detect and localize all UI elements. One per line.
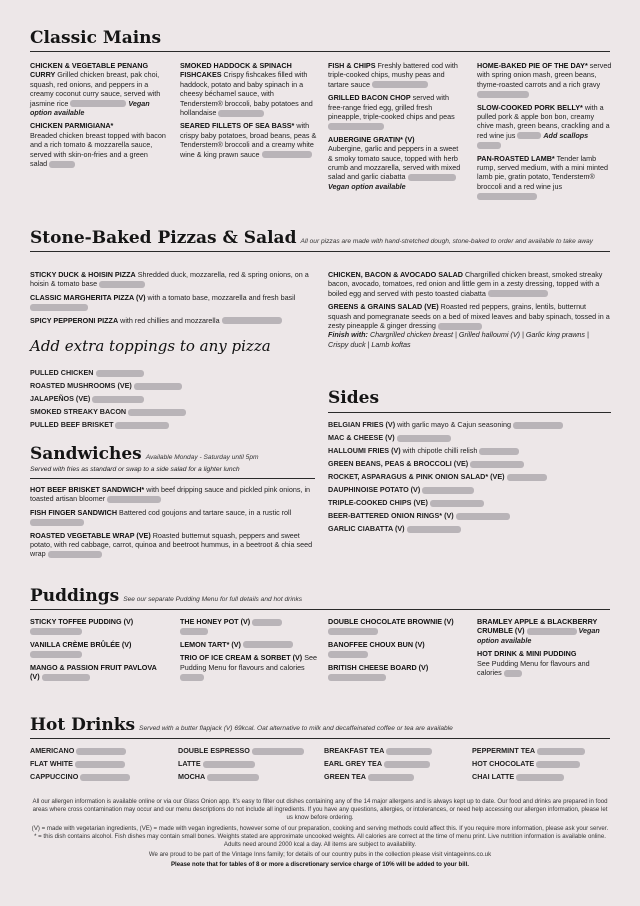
drinks-col-4 (472, 744, 612, 783)
redacted-price (456, 513, 510, 520)
redacted-price (430, 500, 484, 507)
menu-item (328, 302, 611, 349)
dish-desc: Roasted red peppers, grains, lentils, butternut squash and pomegranate seeds on a bed of mixed leaves and baby spinach, tossed in a zesty pineapple & ginger dressing (328, 302, 610, 331)
menu-item (30, 270, 315, 289)
pizzas-subtitle: All our pizzas are made with hand-stretched dough, stone-baked to order and available to take away (300, 238, 593, 245)
menu-item (477, 61, 612, 99)
redacted-price (222, 317, 282, 324)
side-item: BEER-BATTERED ONION RINGS* (V) (328, 509, 611, 522)
menu-item: BRAMLEY APPLE & BLACKBERRY CRUMBLE (V) Vegan option available (477, 617, 600, 645)
redacted-price (488, 290, 548, 297)
redacted-price (49, 161, 75, 168)
redacted-price (438, 323, 482, 330)
redacted-price (477, 142, 501, 149)
redacted-price (517, 132, 541, 139)
redacted-price (328, 628, 378, 635)
redacted-price (76, 748, 126, 755)
drink-item: FLAT WHITE (30, 757, 170, 770)
pizzas-left (30, 270, 315, 329)
menu-item (30, 61, 167, 117)
classic-mains-rule (30, 51, 610, 52)
dish-name: GREENS & GRAINS SALAD (VE) (328, 302, 439, 312)
classic-mains-col-1 (30, 61, 167, 172)
redacted-price (30, 304, 88, 311)
redacted-price (30, 651, 82, 658)
drinks-col-2 (178, 744, 323, 783)
redacted-price (397, 435, 451, 442)
dish-desc: Tender lamb rump, served medium, with a mini minted lamb pie, gratin potato, Tenderstem® broccoli and a red wine jus (477, 153, 609, 191)
hot-drinks-title-text: Hot Drinks (30, 715, 136, 735)
redacted-price (48, 551, 102, 558)
sides-list (328, 418, 611, 535)
puddings-col-1 (30, 617, 167, 685)
redacted-price (218, 110, 264, 117)
topping-item: PULLED BEEF BRISKET (30, 418, 315, 431)
menu-item: THE HONEY POT (V) (180, 617, 317, 636)
side-item: HALLOUMI FRIES (V) with chipotle chilli relish (328, 444, 611, 457)
redacted-price (42, 674, 90, 681)
redacted-price (536, 761, 580, 768)
menu-item: LEMON TART* (V) (180, 640, 317, 649)
sandwiches-subtitle: Available Monday - Saturday until 5pm (145, 454, 259, 461)
drink-item: PEPPERMINT TEA (472, 744, 612, 757)
redacted-price (328, 123, 384, 130)
menu-item (328, 270, 611, 298)
dish-desc: with crispy baby potatoes, broad beans, peas & Tenderstem® broccoli and a creamy white wine & king prawn sauce (180, 121, 317, 159)
redacted-price (507, 474, 547, 481)
redacted-price (372, 81, 428, 88)
hot-drinks-rule (30, 738, 610, 739)
puddings-col-3 (328, 617, 465, 685)
menu-item (30, 293, 315, 312)
hot-drinks-subtitle: Served with a butter flapjack (V) 69kcal. Oat alternative to milk and decaffeinated coffee or tea are available (139, 725, 453, 732)
menu-item (328, 135, 465, 191)
redacted-price (203, 761, 255, 768)
redacted-price (262, 151, 312, 158)
menu-item: STICKY TOFFEE PUDDING (V) (30, 617, 167, 636)
redacted-price (408, 174, 456, 181)
redacted-price (407, 526, 461, 533)
redacted-price (252, 748, 304, 755)
sides-rule (328, 412, 611, 413)
redacted-price (516, 774, 564, 781)
toppings-list (30, 366, 315, 431)
redacted-price (386, 748, 432, 755)
redacted-price (328, 674, 386, 681)
dietary-note: (V) = made with vegetarian ingredients, (VE) = made with vegan ingredients, however some of our preparation, cooking and serving methods could affect this. If you require more information, please ask your server. * = this dish contains alcohol. Fish dishes may contain small bones. Weights stated are approximate uncooked weights. All calories are correct at the time of menu print. Live nutrition information is available online. Adults need around 2000 kcal a day. All items are subject to availability. (31, 824, 609, 849)
pizzas-title-text: Stone-Baked Pizzas & Salad (30, 228, 297, 248)
puddings-title-text: Puddings (30, 586, 120, 606)
drink-item: CHAI LATTE (472, 770, 612, 783)
menu-item (180, 121, 317, 159)
dish-desc: served with free-range fried egg, grilled fresh pineapple, triple-cooked chips and peas (328, 93, 455, 122)
redacted-price (504, 670, 522, 677)
topping-item: SMOKED STREAKY BACON (30, 405, 315, 418)
dish-name: AUBERGINE GRATIN* (V) (328, 134, 415, 144)
dish-name: GRILLED BACON CHOP (328, 93, 411, 103)
redacted-price (134, 383, 182, 390)
topping-item: JALAPEÑOS (VE) (30, 392, 315, 405)
dish-name: SPICY PEPPERONI PIZZA (30, 315, 119, 325)
dish-desc: Breaded chicken breast topped with bacon and a rich tomato & mozzarella sauce, served with skin-on-fries and a green salad (30, 130, 166, 169)
dish-desc: Crispy fishcakes filled with haddock, potato and baby spinach in a cheesy béchamel sauce, with Tenderstem® broccoli, baby potatoes and hollandaise (180, 70, 313, 118)
dish-name: HOT BEEF BRISKET SANDWICH* (30, 485, 145, 494)
topping-item: PULLED CHICKEN (30, 366, 315, 379)
redacted-price (70, 100, 126, 107)
drink-item: MOCHA (178, 770, 323, 783)
side-item: TRIPLE-COOKED CHIPS (VE) (328, 496, 611, 509)
pizzas-title (30, 228, 593, 252)
dish-name: FISH FINGER SANDWICH (30, 507, 118, 517)
dish-desc: served with spring onion mash, green beans, thyme-roasted carrots and a rich gravy (477, 61, 612, 89)
puddings-col-2 (180, 617, 317, 685)
dish-desc: Aubergine, garlic and peppers in a sweet & smoky tomato sauce, topped with herb crumb and mozzarella, served with mixed salad and garlic ciabatta (328, 144, 461, 182)
side-item: GREEN BEANS, PEAS & BROCCOLI (VE) (328, 457, 611, 470)
redacted-price (75, 761, 125, 768)
hot-drinks-title (30, 715, 453, 739)
dish-desc: with red chillies and mozzarella (120, 315, 220, 325)
redacted-price (30, 519, 84, 526)
dish-desc: with beef dripping sauce and pickled pink onions, in toasted artisan bloomer (30, 485, 311, 504)
dish-name: SLOW-COOKED PORK BELLY* (477, 102, 583, 112)
veg-option: Vegan option available (30, 98, 150, 118)
redacted-price (180, 674, 204, 681)
redacted-price (477, 193, 537, 200)
add-option: Add scallops (543, 130, 589, 140)
dish-name: SMOKED HADDOCK & SPINACH FISHCAKES (180, 61, 292, 80)
puddings-col-4 (477, 617, 612, 681)
drink-item: EARL GREY TEA (324, 757, 469, 770)
redacted-price (513, 422, 563, 429)
allergen-note: All our allergen information is available online or via our Glass Onion app. It's easy to filter out dishes containing any of the 14 major allergens and is always kept up to date. Our food and drinks are prepared in food areas where cross contamination may occur and our menu descriptions do not include all ingredients. If you have any questions, allergies, or intolerances, or need help accessing our allergen information, please let us know before ordering. (32, 798, 608, 822)
drink-item: DOUBLE ESPRESSO (178, 744, 323, 757)
menu-item: TRIO OF ICE CREAM & SORBET (V) See Pudding Menu for flavours and calories (180, 653, 317, 681)
sandwiches-title-text: Sandwiches (30, 444, 142, 464)
redacted-price (99, 281, 145, 288)
dish-desc: Battered cod goujons and tartare sauce, in a rustic roll (119, 507, 292, 517)
drink-item: GREEN TEA (324, 770, 469, 783)
classic-mains-col-4 (477, 61, 612, 205)
drink-item: CAPPUCCINO (30, 770, 170, 783)
menu-item (328, 61, 465, 89)
redacted-price (80, 774, 130, 781)
sandwiches-list (30, 485, 315, 563)
classic-mains-title: Classic Mains (30, 28, 162, 48)
dish-desc: Freshly battered cod with triple-cooked chips, mushy peas and tartare sauce (328, 61, 458, 89)
drink-item: BREAKFAST TEA (324, 744, 469, 757)
menu-item: MANGO & PASSION FRUIT PAVLOVA (V) (30, 662, 157, 682)
topping-item: ROASTED MUSHROOMS (VE) (30, 379, 315, 392)
dish-name: HOME-BAKED PIE OF THE DAY* (477, 61, 588, 70)
menu-item (477, 103, 612, 150)
toppings-title: Add extra toppings to any pizza (30, 337, 271, 355)
redacted-price (384, 761, 430, 768)
redacted-price (422, 487, 474, 494)
puddings-title (30, 586, 302, 610)
classic-mains-col-3 (328, 61, 465, 195)
redacted-price (477, 91, 529, 98)
redacted-price (252, 619, 282, 626)
redacted-price (479, 448, 519, 455)
redacted-price (328, 651, 368, 658)
dish-desc: Roasted butternut squash, peppers and sweet potato, with red cabbage, carrot, quinoa and beetroot hummus, in a beetroot & chia seed wrap (30, 530, 313, 559)
salads-list (328, 270, 611, 353)
drinks-col-3 (324, 744, 469, 783)
classic-mains-col-2 (180, 61, 317, 163)
service-charge-note: Please note that for tables of 8 or more a discretionary service charge of 10% will be added to your bill. (170, 861, 469, 869)
dish-name: PAN-ROASTED LAMB* (477, 153, 555, 163)
redacted-price (115, 422, 169, 429)
redacted-price (92, 396, 144, 403)
menu-item (180, 61, 317, 117)
dish-name: FISH & CHIPS (328, 61, 376, 70)
dish-name: SEARED FILLETS OF SEA BASS* (180, 121, 295, 131)
veg-option: Vegan option available (328, 181, 406, 191)
puddings-subtitle: See our separate Pudding Menu for full details and hot drinks (123, 596, 303, 603)
redacted-price (537, 748, 585, 755)
drinks-col-1 (30, 744, 170, 783)
dish-name: CHICKEN, BACON & AVOCADO SALAD (328, 270, 463, 279)
menu-item (30, 485, 315, 504)
redacted-price (107, 496, 161, 503)
dish-desc: Shredded duck, mozzarella, red & spring onions, on a hoisin & tomato base (30, 270, 309, 289)
vintage-inns-note: We are proud to be part of the Vintage Inns family; for details of our country pubs in the collection please visit vintageinns.co.uk (148, 851, 492, 859)
sandwiches-rule (30, 478, 315, 479)
side-item: DAUPHINOISE POTATO (V) (328, 483, 611, 496)
redacted-price (180, 628, 208, 635)
dish-desc: Grilled chicken breast, pak choi, squash, red onions, and peppers in a creamy coconut curry sauce, served with jasmine rice (30, 70, 161, 108)
redacted-price (207, 774, 259, 781)
menu-item (30, 508, 315, 527)
drink-item: HOT CHOCOLATE (472, 757, 612, 770)
menu-item (328, 93, 465, 131)
side-item: BELGIAN FRIES (V) with garlic mayo & Cajun seasoning (328, 418, 611, 431)
side-item: ROCKET, ASPARAGUS & PINK ONION SALAD* (VE) (328, 470, 611, 483)
finish-items: Chargrilled chicken breast | Grilled halloumi (V) | Garlic king prawns | Crispy duck | Lamb koftas (328, 330, 589, 349)
dish-name: CLASSIC MARGHERITA PIZZA (V) (30, 292, 146, 302)
redacted-price (243, 641, 293, 648)
side-item: MAC & CHEESE (V) (328, 431, 611, 444)
redacted-price (30, 628, 82, 635)
side-item: GARLIC CIABATTA (V) (328, 522, 611, 535)
drink-item: AMERICANO (30, 744, 170, 757)
sides-title: Sides (328, 388, 380, 408)
redacted-price (470, 461, 524, 468)
menu-item: VANILLA CRÈME BRÛLÉE (V) (30, 640, 167, 659)
redacted-price (128, 409, 186, 416)
footer (30, 798, 610, 872)
dish-name: CHICKEN PARMIGIANA* (30, 121, 114, 131)
menu-item: HOT DRINK & MINI PUDDING See Pudding Menu for flavours and calories (477, 649, 590, 678)
menu-item (30, 316, 315, 325)
sandwiches-note: Served with fries as standard or swap to a side salad for a lighter lunch (30, 466, 240, 473)
finish-label: Finish with: (328, 330, 368, 340)
menu-item: BRITISH CHEESE BOARD (V) (328, 663, 465, 682)
redacted-price (368, 774, 414, 781)
menu-item: DOUBLE CHOCOLATE BROWNIE (V) (328, 617, 465, 636)
drink-item: LATTE (178, 757, 323, 770)
dish-desc: with a pulled pork & apple bon bon, creamy chive mash, green beans, crackling and a red wine jus (477, 102, 610, 140)
pizzas-rule (30, 251, 610, 252)
redacted-price (96, 370, 144, 377)
dish-desc: Chargrilled chicken breast, smoked streaky bacon, avocado, tomatoes, red onion and little gem in a zesty dressing, topped with a boiled egg and served with pesto toasted ciabatta (328, 270, 603, 298)
menu-item (30, 531, 315, 559)
dish-name: CHICKEN & VEGETABLE PENANG CURRY (30, 61, 149, 80)
puddings-rule (30, 609, 610, 610)
redacted-price (527, 628, 577, 635)
dish-name: STICKY DUCK & HOISIN PIZZA (30, 270, 136, 279)
menu-item (477, 154, 612, 201)
menu-item (30, 121, 167, 168)
dish-name: ROASTED VEGETABLE WRAP (VE) (30, 530, 151, 540)
dish-desc: with a tomato base, mozzarella and fresh basil (147, 292, 296, 302)
menu-item: BANOFFEE CHOUX BUN (V) (328, 640, 465, 659)
